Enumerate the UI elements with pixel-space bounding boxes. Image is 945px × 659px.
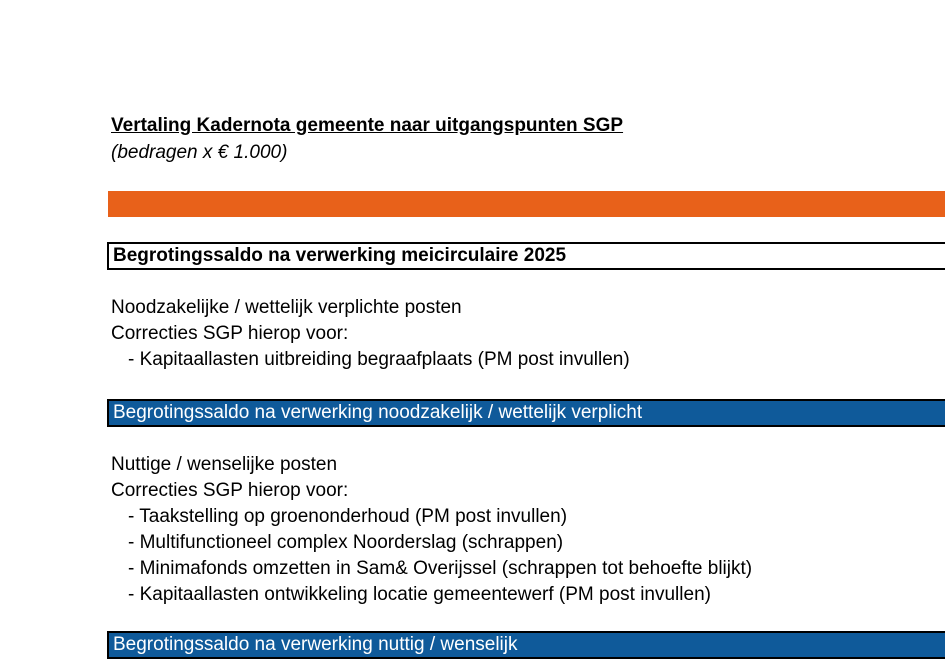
- document-title: Vertaling Kadernota gemeente naar uitgangspunten SGP: [111, 115, 624, 136]
- block1-line2: Correcties SGP hierop voor:: [111, 323, 349, 344]
- block1-item: - Kapitaallasten uitbreiding begraafplaats (PM post invullen): [128, 349, 630, 370]
- block2-line1: Nuttige / wenselijke posten: [111, 454, 338, 475]
- block1-line1: Noodzakelijke / wettelijk verplichte posten: [111, 297, 462, 318]
- block2-item: - Minimafonds omzetten in Sam& Overijssel (schrappen tot behoefte blijkt): [128, 558, 753, 579]
- section-heading-meicirculaire: Begrotingssaldo na verwerking meicirculaire 2025: [107, 242, 945, 270]
- block2-item: - Taakstelling op groenonderhoud (PM post invullen): [128, 506, 568, 527]
- section-heading-nuttig: Begrotingssaldo na verwerking nuttig / wenselijk: [107, 631, 945, 659]
- block2-line2: Correcties SGP hierop voor:: [111, 480, 349, 501]
- block2-item: - Multifunctioneel complex Noorderslag (schrappen): [128, 532, 564, 553]
- document-subtitle: (bedragen x € 1.000): [111, 142, 288, 163]
- section-heading-noodzakelijk: Begrotingssaldo na verwerking noodzakelijk / wettelijk verplicht: [107, 399, 945, 427]
- block2-item: - Kapitaallasten ontwikkeling locatie gemeentewerf (PM post invullen): [128, 584, 711, 605]
- orange-header-bar: [108, 191, 945, 217]
